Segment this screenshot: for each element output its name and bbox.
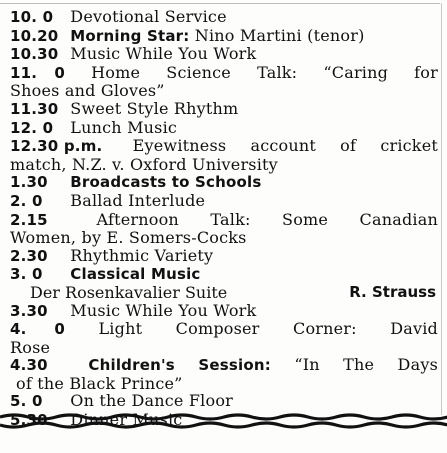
entry-time: 2. 0 bbox=[10, 191, 43, 210]
entry-title: Classical Music bbox=[70, 265, 201, 284]
entry-text: Dinner Music bbox=[70, 410, 183, 430]
decorative-wave-border bbox=[0, 413, 447, 453]
entry-title: Children's Session: bbox=[88, 356, 271, 375]
entry-text: On the Dance Floor bbox=[70, 391, 234, 411]
entry-time: 4. 0 bbox=[10, 320, 65, 339]
entry-time: 11.30 bbox=[10, 99, 59, 118]
entry-time: 12. 0 bbox=[10, 118, 54, 137]
programme-entry bbox=[10, 27, 438, 46]
entry-text: Ballad Interlude bbox=[70, 190, 206, 210]
programme-entry bbox=[10, 45, 438, 64]
programme-entry bbox=[10, 320, 438, 339]
wave-rule-upper bbox=[0, 413, 447, 421]
programme-entry-continuation bbox=[10, 156, 438, 174]
entry-time: 3. 0 bbox=[10, 265, 43, 284]
entry-continuation: of the Black Prince” bbox=[16, 373, 183, 393]
programme-entry bbox=[10, 247, 438, 266]
entry-time: 2.15 bbox=[10, 210, 48, 229]
entry-text: Sweet Style Rhythm bbox=[70, 98, 239, 118]
programme-subline bbox=[10, 284, 438, 302]
entry-continuation: Women, by E. Somers-Cocks bbox=[10, 228, 247, 248]
programme-entry-continuation bbox=[10, 339, 438, 357]
programme-entry bbox=[10, 356, 438, 375]
entry-text: Eyewitness account of cricket bbox=[132, 136, 438, 156]
entry-text: Rhythmic Variety bbox=[70, 245, 214, 265]
programme-entry bbox=[10, 392, 438, 411]
programme-entry bbox=[10, 173, 438, 192]
programme-entry-continuation bbox=[10, 229, 438, 247]
programme-entry bbox=[10, 64, 438, 83]
composer-name: R. Strauss bbox=[349, 282, 436, 301]
entry-time: 3.30 bbox=[10, 301, 48, 320]
entry-text: Devotional Service bbox=[70, 7, 227, 26]
programme-entry-continuation bbox=[10, 375, 438, 393]
entry-time: 11. 0 bbox=[10, 63, 65, 82]
entry-time: 12.30 p.m. bbox=[10, 137, 103, 156]
entry-time: 5.30 bbox=[10, 411, 48, 430]
entry-time: 10.20 bbox=[10, 26, 59, 45]
entry-continuation: Shoes and Gloves” bbox=[10, 81, 165, 101]
wave-rule-lower bbox=[0, 421, 447, 429]
top-rule bbox=[0, 3, 440, 4]
programme-entry bbox=[10, 119, 438, 138]
column-rule bbox=[441, 3, 442, 415]
entry-text: Lunch Music bbox=[70, 117, 178, 137]
programme-entry bbox=[10, 265, 438, 284]
entry-time: 4.30 bbox=[10, 356, 48, 375]
entry-title: Morning Star: bbox=[70, 26, 190, 45]
programme-entry bbox=[10, 192, 438, 211]
entry-text: Afternoon Talk: Some Canadian bbox=[96, 209, 438, 229]
entry-title: Broadcasts to Schools bbox=[70, 173, 262, 192]
entry-text: Nino Martini (tenor) bbox=[194, 25, 365, 45]
radio-programme-listing bbox=[10, 8, 438, 430]
entry-text: Music While You Work bbox=[70, 44, 257, 64]
entry-time: 10.30 bbox=[10, 45, 59, 64]
programme-entry bbox=[10, 302, 438, 321]
programme-entry bbox=[10, 211, 438, 230]
programme-entry bbox=[10, 137, 438, 156]
entry-text: Light Composer Corner: David bbox=[98, 319, 438, 339]
entry-continuation: match, N.Z. v. Oxford University bbox=[10, 154, 278, 174]
work-title: Der Rosenkavalier Suite bbox=[30, 282, 228, 302]
entry-time: 5. 0 bbox=[10, 392, 43, 411]
entry-text: Home Science Talk: “Caring for bbox=[91, 62, 438, 82]
entry-time: 10. 0 bbox=[10, 8, 54, 26]
programme-entry-continuation bbox=[10, 82, 438, 100]
entry-text: Music While You Work bbox=[70, 300, 257, 320]
entry-continuation: Rose bbox=[10, 337, 51, 357]
entry-time: 2.30 bbox=[10, 246, 48, 265]
programme-entry bbox=[10, 8, 438, 27]
entry-text: “In The Days bbox=[294, 355, 438, 375]
entry-time: 1.30 bbox=[10, 173, 48, 192]
programme-entry bbox=[10, 100, 438, 119]
